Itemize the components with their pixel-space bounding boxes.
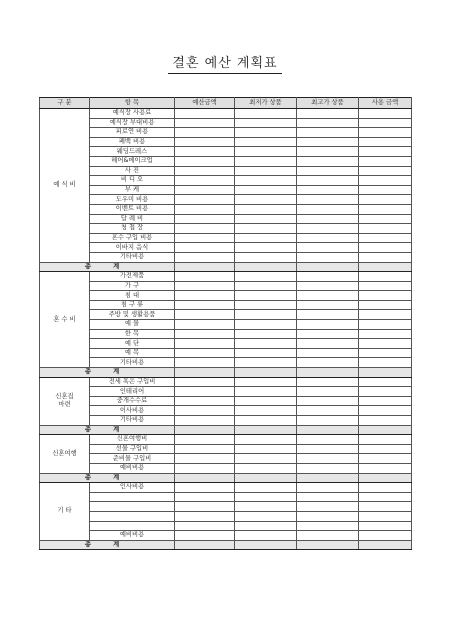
item-label: 이바지 음식: [90, 243, 175, 253]
total-row: [40, 473, 412, 483]
spent-amount-cell[interactable]: [359, 147, 412, 157]
table-row: [40, 195, 412, 205]
total-row: [40, 540, 412, 550]
total-highest-cell[interactable]: [297, 425, 359, 435]
item-label: 답 례 비: [90, 214, 175, 224]
table-row: [40, 444, 412, 454]
total-label: 총 계: [40, 473, 175, 483]
total-row: [40, 425, 412, 435]
spent-amount-cell[interactable]: [359, 435, 412, 445]
budget-cell[interactable]: [175, 358, 235, 368]
budget-cell[interactable]: [175, 272, 235, 282]
total-lowest-cell[interactable]: [235, 473, 297, 483]
lowest-price-cell[interactable]: [235, 463, 297, 473]
highest-price-cell[interactable]: [297, 156, 359, 166]
budget-cell[interactable]: [175, 435, 235, 445]
table-row: [40, 416, 412, 426]
highest-price-cell[interactable]: [297, 521, 359, 531]
lowest-price-cell[interactable]: [235, 118, 297, 128]
item-label: 중개수수료: [90, 396, 175, 406]
lowest-price-cell[interactable]: [235, 435, 297, 445]
item-label: 이벤트 비용: [90, 204, 175, 214]
table-row: [40, 377, 412, 387]
highest-price-cell[interactable]: [297, 329, 359, 339]
table-row: [40, 166, 412, 176]
spent-amount-cell[interactable]: [359, 166, 412, 176]
header-budget-amount: 예산금액: [175, 98, 235, 109]
highest-price-cell[interactable]: [297, 272, 359, 282]
table-row: [40, 406, 412, 416]
lowest-price-cell[interactable]: [235, 320, 297, 330]
highest-price-cell[interactable]: [297, 492, 359, 502]
table-row: [40, 176, 412, 186]
budget-cell[interactable]: [175, 300, 235, 310]
budget-cell[interactable]: [175, 195, 235, 205]
lowest-price-cell[interactable]: [235, 348, 297, 358]
table-row: [40, 492, 412, 502]
total-spent-cell[interactable]: [359, 473, 412, 483]
table-row: [40, 252, 412, 262]
total-label: 총 계: [40, 425, 175, 435]
budget-cell[interactable]: [175, 377, 235, 387]
lowest-price-cell[interactable]: [235, 454, 297, 464]
item-label: 헤어&메이크업: [90, 156, 175, 166]
item-label: 신혼여행비: [90, 435, 175, 445]
lowest-price-cell[interactable]: [235, 521, 297, 531]
spent-amount-cell[interactable]: [359, 502, 412, 512]
lowest-price-cell[interactable]: [235, 416, 297, 426]
spent-amount-cell[interactable]: [359, 109, 412, 119]
highest-price-cell[interactable]: [297, 147, 359, 157]
table-row: [40, 118, 412, 128]
highest-price-cell[interactable]: [297, 511, 359, 521]
budget-cell[interactable]: [175, 204, 235, 214]
item-label: 청 첩 장: [90, 224, 175, 234]
spent-amount-cell[interactable]: [359, 387, 412, 397]
budget-cell[interactable]: [175, 281, 235, 291]
highest-price-cell[interactable]: [297, 128, 359, 138]
spent-amount-cell[interactable]: [359, 396, 412, 406]
item-label: 한 복: [90, 329, 175, 339]
highest-price-cell[interactable]: [297, 176, 359, 186]
table-row: [40, 300, 412, 310]
item-label: [90, 521, 175, 531]
spent-amount-cell[interactable]: [359, 204, 412, 214]
spent-amount-cell[interactable]: [359, 300, 412, 310]
highest-price-cell[interactable]: [297, 109, 359, 119]
total-label: 총 계: [40, 540, 175, 550]
spent-amount-cell[interactable]: [359, 320, 412, 330]
spent-amount-cell[interactable]: [359, 454, 412, 464]
highest-price-cell[interactable]: [297, 339, 359, 349]
spent-amount-cell[interactable]: [359, 233, 412, 243]
table-row: [40, 531, 412, 541]
spent-amount-cell[interactable]: [359, 329, 412, 339]
highest-price-cell[interactable]: [297, 137, 359, 147]
spent-amount-cell[interactable]: [359, 185, 412, 195]
budget-cell[interactable]: [175, 492, 235, 502]
item-label: 혼수 구입 비용: [90, 233, 175, 243]
lowest-price-cell[interactable]: [235, 147, 297, 157]
spent-amount-cell[interactable]: [359, 118, 412, 128]
lowest-price-cell[interactable]: [235, 511, 297, 521]
budget-cell[interactable]: [175, 329, 235, 339]
lowest-price-cell[interactable]: [235, 156, 297, 166]
lowest-price-cell[interactable]: [235, 224, 297, 234]
table-row: [40, 463, 412, 473]
spent-amount-cell[interactable]: [359, 137, 412, 147]
spent-amount-cell[interactable]: [359, 281, 412, 291]
budget-cell[interactable]: [175, 291, 235, 301]
lowest-price-cell[interactable]: [235, 128, 297, 138]
table-row: [40, 272, 412, 282]
highest-price-cell[interactable]: [297, 185, 359, 195]
budget-cell[interactable]: [175, 339, 235, 349]
item-label: 기타비용: [90, 252, 175, 262]
spent-amount-cell[interactable]: [359, 156, 412, 166]
header-lowest-price: 최저가 상품: [235, 98, 297, 109]
total-lowest-cell[interactable]: [235, 262, 297, 272]
budget-table: [39, 97, 412, 550]
highest-price-cell[interactable]: [297, 396, 359, 406]
lowest-price-cell[interactable]: [235, 531, 297, 541]
budget-cell[interactable]: [175, 387, 235, 397]
header-row: [40, 98, 412, 109]
lowest-price-cell[interactable]: [235, 166, 297, 176]
budget-cell[interactable]: [175, 109, 235, 119]
item-label: 도우미 비용: [90, 195, 175, 205]
item-label: 침 대: [90, 291, 175, 301]
budget-cell[interactable]: [175, 320, 235, 330]
spent-amount-cell[interactable]: [359, 521, 412, 531]
table-row: [40, 156, 412, 166]
highest-price-cell[interactable]: [297, 166, 359, 176]
spent-amount-cell[interactable]: [359, 348, 412, 358]
item-label: 주방 및 생활용품: [90, 310, 175, 320]
spent-amount-cell[interactable]: [359, 195, 412, 205]
item-label: 피로연 비용: [90, 128, 175, 138]
lowest-price-cell[interactable]: [235, 406, 297, 416]
highest-price-cell[interactable]: [297, 416, 359, 426]
lowest-price-cell[interactable]: [235, 387, 297, 397]
header-item: 항 목: [90, 98, 175, 109]
total-row: [40, 262, 412, 272]
budget-cell[interactable]: [175, 214, 235, 224]
item-label: 이사비용: [90, 406, 175, 416]
highest-price-cell[interactable]: [297, 320, 359, 330]
highest-price-cell[interactable]: [297, 502, 359, 512]
budget-cell[interactable]: [175, 406, 235, 416]
lowest-price-cell[interactable]: [235, 252, 297, 262]
spent-amount-cell[interactable]: [359, 531, 412, 541]
item-label: 예비비용: [90, 531, 175, 541]
table-row: [40, 387, 412, 397]
table-row: [40, 348, 412, 358]
total-highest-cell[interactable]: [297, 540, 359, 550]
lowest-price-cell[interactable]: [235, 233, 297, 243]
total-budget-cell[interactable]: [175, 262, 235, 272]
table-row: [40, 109, 412, 119]
total-highest-cell[interactable]: [297, 262, 359, 272]
item-label: 예 복: [90, 348, 175, 358]
section-category: 신혼여행: [40, 435, 90, 473]
table-row: [40, 358, 412, 368]
total-budget-cell[interactable]: [175, 540, 235, 550]
table-row: [40, 435, 412, 445]
budget-cell[interactable]: [175, 137, 235, 147]
item-label: 예비비용: [90, 463, 175, 473]
total-spent-cell[interactable]: [359, 540, 412, 550]
budget-cell[interactable]: [175, 224, 235, 234]
table-row: [40, 320, 412, 330]
budget-cell[interactable]: [175, 416, 235, 426]
lowest-price-cell[interactable]: [235, 291, 297, 301]
budget-cell[interactable]: [175, 156, 235, 166]
total-row: [40, 368, 412, 378]
budget-cell[interactable]: [175, 243, 235, 253]
item-label: 폐백 비용: [90, 137, 175, 147]
highest-price-cell[interactable]: [297, 224, 359, 234]
table-row: [40, 502, 412, 512]
table-row: [40, 185, 412, 195]
spent-amount-cell[interactable]: [359, 377, 412, 387]
highest-price-cell[interactable]: [297, 387, 359, 397]
highest-price-cell[interactable]: [297, 281, 359, 291]
highest-price-cell[interactable]: [297, 243, 359, 253]
title-underline: [170, 73, 280, 74]
budget-cell[interactable]: [175, 396, 235, 406]
lowest-price-cell[interactable]: [235, 444, 297, 454]
lowest-price-cell[interactable]: [235, 185, 297, 195]
budget-cell[interactable]: [175, 176, 235, 186]
highest-price-cell[interactable]: [297, 377, 359, 387]
table-row: [40, 339, 412, 349]
highest-price-cell[interactable]: [297, 483, 359, 493]
lowest-price-cell[interactable]: [235, 396, 297, 406]
item-label: 예식장 부대비용: [90, 118, 175, 128]
budget-cell[interactable]: [175, 185, 235, 195]
highest-price-cell[interactable]: [297, 348, 359, 358]
table-row: [40, 224, 412, 234]
item-label: 준비물 구입비: [90, 454, 175, 464]
table-row: [40, 204, 412, 214]
lowest-price-cell[interactable]: [235, 483, 297, 493]
lowest-price-cell[interactable]: [235, 310, 297, 320]
table-row: [40, 291, 412, 301]
item-label: 인테리어: [90, 387, 175, 397]
total-spent-cell[interactable]: [359, 425, 412, 435]
total-highest-cell[interactable]: [297, 473, 359, 483]
spent-amount-cell[interactable]: [359, 511, 412, 521]
lowest-price-cell[interactable]: [235, 109, 297, 119]
item-label: 사 진: [90, 166, 175, 176]
spent-amount-cell[interactable]: [359, 243, 412, 253]
lowest-price-cell[interactable]: [235, 204, 297, 214]
budget-cell[interactable]: [175, 463, 235, 473]
lowest-price-cell[interactable]: [235, 339, 297, 349]
table-row: [40, 128, 412, 138]
item-label: 가 구: [90, 281, 175, 291]
lowest-price-cell[interactable]: [235, 214, 297, 224]
spent-amount-cell[interactable]: [359, 463, 412, 473]
item-label: [90, 511, 175, 521]
table-row: [40, 243, 412, 253]
highest-price-cell[interactable]: [297, 435, 359, 445]
lowest-price-cell[interactable]: [235, 377, 297, 387]
section-category: 예 식 비: [40, 109, 90, 263]
highest-price-cell[interactable]: [297, 195, 359, 205]
total-spent-cell[interactable]: [359, 368, 412, 378]
budget-cell[interactable]: [175, 166, 235, 176]
total-lowest-cell[interactable]: [235, 368, 297, 378]
total-budget-cell[interactable]: [175, 368, 235, 378]
highest-price-cell[interactable]: [297, 463, 359, 473]
highest-price-cell[interactable]: [297, 300, 359, 310]
item-label: 부 케: [90, 185, 175, 195]
spent-amount-cell[interactable]: [359, 128, 412, 138]
highest-price-cell[interactable]: [297, 454, 359, 464]
highest-price-cell[interactable]: [297, 444, 359, 454]
item-label: 예 물: [90, 320, 175, 330]
highest-price-cell[interactable]: [297, 118, 359, 128]
lowest-price-cell[interactable]: [235, 137, 297, 147]
item-label: 인사비용: [90, 483, 175, 493]
budget-body: [40, 109, 412, 550]
budget-cell[interactable]: [175, 444, 235, 454]
table-row: [40, 521, 412, 531]
total-lowest-cell[interactable]: [235, 425, 297, 435]
total-label: 총 계: [40, 368, 175, 378]
page-title: 결혼 예산 계획표: [168, 52, 281, 74]
budget-cell[interactable]: [175, 521, 235, 531]
budget-cell[interactable]: [175, 348, 235, 358]
lowest-price-cell[interactable]: [235, 195, 297, 205]
spent-amount-cell[interactable]: [359, 224, 412, 234]
header-category: 구 분: [40, 98, 90, 109]
table-row: [40, 329, 412, 339]
budget-cell[interactable]: [175, 531, 235, 541]
lowest-price-cell[interactable]: [235, 281, 297, 291]
table-row: [40, 137, 412, 147]
budget-cell[interactable]: [175, 454, 235, 464]
lowest-price-cell[interactable]: [235, 358, 297, 368]
table-row: [40, 147, 412, 157]
item-label: 웨딩드레스: [90, 147, 175, 157]
table-row: [40, 511, 412, 521]
table-row: [40, 396, 412, 406]
section-category: 혼 수 비: [40, 272, 90, 368]
budget-cell[interactable]: [175, 483, 235, 493]
item-label: 선물 구입비: [90, 444, 175, 454]
lowest-price-cell[interactable]: [235, 300, 297, 310]
item-label: 비 디 오: [90, 176, 175, 186]
highest-price-cell[interactable]: [297, 406, 359, 416]
budget-cell[interactable]: [175, 147, 235, 157]
lowest-price-cell[interactable]: [235, 176, 297, 186]
section-category: 기 타: [40, 483, 90, 541]
item-label: 침 구 류: [90, 300, 175, 310]
highest-price-cell[interactable]: [297, 310, 359, 320]
spent-amount-cell[interactable]: [359, 291, 412, 301]
lowest-price-cell[interactable]: [235, 243, 297, 253]
budget-cell[interactable]: [175, 252, 235, 262]
highest-price-cell[interactable]: [297, 214, 359, 224]
spent-amount-cell[interactable]: [359, 483, 412, 493]
title-container: [0, 52, 450, 74]
item-label: 기타비용: [90, 358, 175, 368]
lowest-price-cell[interactable]: [235, 502, 297, 512]
section-category: 신혼집 마련: [40, 377, 90, 425]
total-budget-cell[interactable]: [175, 425, 235, 435]
budget-cell[interactable]: [175, 233, 235, 243]
spent-amount-cell[interactable]: [359, 416, 412, 426]
spent-amount-cell[interactable]: [359, 339, 412, 349]
table-row: [40, 310, 412, 320]
item-label: 전세 혹은 구입비: [90, 377, 175, 387]
budget-cell[interactable]: [175, 511, 235, 521]
budget-cell[interactable]: [175, 128, 235, 138]
lowest-price-cell[interactable]: [235, 492, 297, 502]
spent-amount-cell[interactable]: [359, 444, 412, 454]
total-highest-cell[interactable]: [297, 368, 359, 378]
header-highest-price: 최고가 상품: [297, 98, 359, 109]
highest-price-cell[interactable]: [297, 204, 359, 214]
budget-cell[interactable]: [175, 310, 235, 320]
highest-price-cell[interactable]: [297, 531, 359, 541]
lowest-price-cell[interactable]: [235, 329, 297, 339]
spent-amount-cell[interactable]: [359, 492, 412, 502]
spent-amount-cell[interactable]: [359, 406, 412, 416]
item-label: [90, 502, 175, 512]
budget-cell[interactable]: [175, 502, 235, 512]
table-row: [40, 233, 412, 243]
spent-amount-cell[interactable]: [359, 252, 412, 262]
item-label: 예 단: [90, 339, 175, 349]
budget-cell[interactable]: [175, 118, 235, 128]
table-row: [40, 454, 412, 464]
total-spent-cell[interactable]: [359, 262, 412, 272]
spent-amount-cell[interactable]: [359, 358, 412, 368]
spent-amount-cell[interactable]: [359, 214, 412, 224]
highest-price-cell[interactable]: [297, 252, 359, 262]
spent-amount-cell[interactable]: [359, 310, 412, 320]
highest-price-cell[interactable]: [297, 291, 359, 301]
total-lowest-cell[interactable]: [235, 540, 297, 550]
item-label: 예식장 사용료: [90, 109, 175, 119]
item-label: 가전제품: [90, 272, 175, 282]
total-budget-cell[interactable]: [175, 473, 235, 483]
highest-price-cell[interactable]: [297, 233, 359, 243]
highest-price-cell[interactable]: [297, 358, 359, 368]
spent-amount-cell[interactable]: [359, 176, 412, 186]
table-row: [40, 214, 412, 224]
item-label: 기타비용: [90, 416, 175, 426]
item-label: [90, 492, 175, 502]
table-row: [40, 483, 412, 493]
total-label: 총 계: [40, 262, 175, 272]
header-spent-amount: 사용 금액: [359, 98, 412, 109]
spent-amount-cell[interactable]: [359, 272, 412, 282]
table-row: [40, 281, 412, 291]
lowest-price-cell[interactable]: [235, 272, 297, 282]
